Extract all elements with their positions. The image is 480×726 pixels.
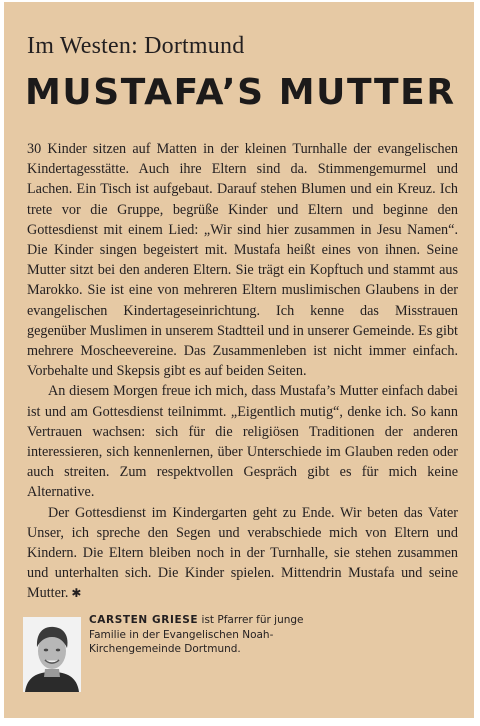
article-headline: MUSTAFA’S MUTTER: [25, 72, 456, 113]
article-paragraph: [27, 503, 458, 604]
author-portrait-image: [23, 617, 81, 692]
article-kicker: Im Westen: Dortmund: [27, 33, 245, 59]
paragraph-text: Der Gottesdienst im Kindergarten geht zu Ende. Wir beten das Vater Unser, ich spreche den Segen und verabschiede mich von Eltern und Kindern. Die Eltern bleiben noch in der Turnhalle, sie stehen zusammen und unterhalten sich. Die Kinder spielen. Mittendrin Mustafa und seine Mutter.: [27, 504, 458, 602]
author-bio: [89, 613, 339, 657]
author-name: CARSTEN GRIESE: [89, 614, 199, 626]
article-paragraph: An diesem Morgen freue ich mich, dass Mustafa’s Mutter einfach dabei ist und am Gottesdienst teilnimmt. „Eigentlich mutig“, denke ich. So kann Vertrauen wachsen: sich für die religiösen Traditionen der anderen interessieren, sich kennenlernen, über Unterschiede im Glauben reden oder auch streiten. Zum respektvollen Gespräch gibt es für mich keine Alternative.: [27, 383, 458, 501]
article-paragraph: 30 Kinder sitzen auf Matten in der kleinen Turnhalle der evangelischen Kindertagesstätte. Auch ihre Eltern sind da. Stimmengemurmel und Lachen. Ein Tisch ist aufgebaut. Darauf stehen Blumen und ein Kreuz. Ich trete vor die Gruppe, begrüße Kinder und Eltern und beginne den Gottesdienst mit einem Lied: „Wir sind hier zusammen in Jesu Namen“. Die Kinder singen begeistert mit. Mustafa heißt eines von ihnen. Seine Mutter sitzt bei den anderen Eltern. Sie trägt ein Kopftuch und stammt aus Marokko. Sie ist eine von mehreren Eltern muslimischen Glaubens in der evangelischen Kindertageseinrichtung. Ich kenne das Misstrauen gegenüber Muslimen in unserem Stadtteil und in unserer Gemeinde. Es gibt mehrere Moscheevereine. Das Zusammenleben ist nicht immer einfach. Vorbehalte und Skepsis gibt es auf beiden Seiten.: [27, 141, 458, 380]
author-bio-text: ist Pfarrer für junge Familie in der Evangelischen Noah-Kirchengemeinde Dortmund.: [89, 614, 304, 655]
article-card: [4, 2, 474, 718]
end-mark-icon: ✱: [71, 586, 82, 601]
article-body: [27, 139, 458, 604]
author-photo: [23, 617, 81, 692]
